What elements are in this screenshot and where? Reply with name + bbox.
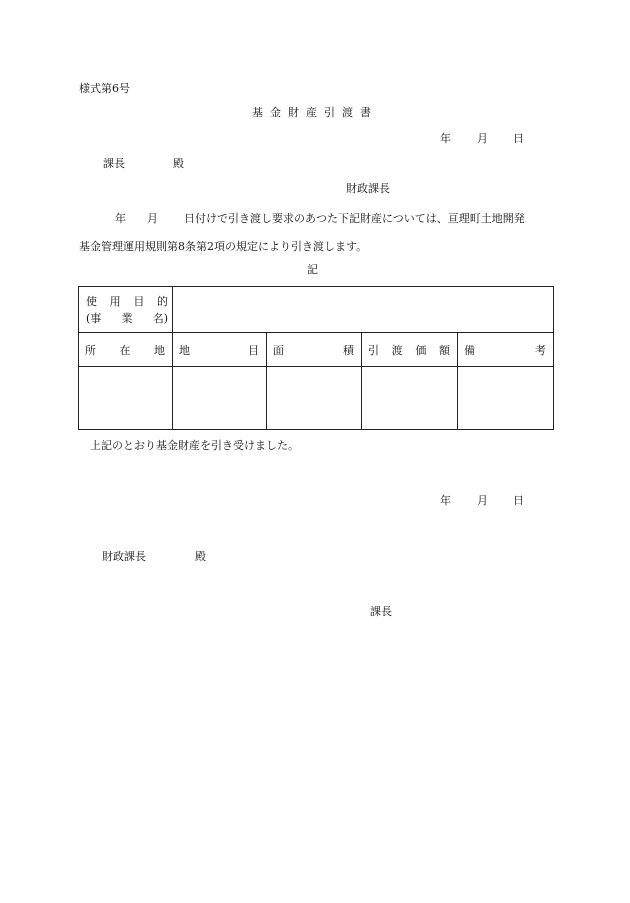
addressee-title: 課長 bbox=[103, 157, 125, 170]
header-location: 所 在 地 bbox=[79, 333, 173, 367]
sender-1: 財政課長 bbox=[346, 182, 390, 195]
ki-note-heading: 記 bbox=[307, 263, 318, 276]
header-row bbox=[79, 333, 554, 367]
header-category: 地 目 bbox=[173, 333, 267, 367]
header-area: 面 積 bbox=[267, 333, 362, 367]
document-title bbox=[0, 107, 630, 118]
body-line-2: 基金管理運用規則第8条第2項の規定により引き渡します。 bbox=[79, 240, 368, 253]
date-day: 日 bbox=[513, 494, 524, 507]
purpose-row bbox=[79, 287, 554, 333]
document-title-text: 基金財産引渡書 bbox=[252, 106, 378, 119]
date-year: 年 bbox=[440, 132, 451, 145]
header-value: 引 渡 価 額 bbox=[362, 333, 458, 367]
body-month: 月 bbox=[147, 212, 158, 225]
purpose-value-cell[interactable] bbox=[173, 287, 554, 333]
date-year: 年 bbox=[440, 494, 451, 507]
date-month: 月 bbox=[477, 132, 488, 145]
body-line-1: 日付けで引き渡し要求のあつた下記財産については、亘理町土地開発 bbox=[184, 212, 525, 225]
body-year: 年 bbox=[115, 212, 126, 225]
addressee-title: 財政課長 bbox=[102, 550, 146, 563]
purpose-label-cell bbox=[79, 287, 173, 333]
receipt-text: 上記のとおり基金財産を引き受けました。 bbox=[90, 439, 299, 452]
date-day: 日 bbox=[513, 132, 524, 145]
entry-location-cell[interactable] bbox=[79, 367, 173, 430]
entry-category-cell[interactable] bbox=[173, 367, 267, 430]
entry-value-cell[interactable] bbox=[362, 367, 458, 430]
entry-remarks-cell[interactable] bbox=[458, 367, 554, 430]
entry-row bbox=[79, 367, 554, 430]
header-remarks: 備 考 bbox=[458, 333, 554, 367]
addressee-honorific: 殿 bbox=[195, 550, 206, 563]
sender-2: 課長 bbox=[370, 605, 392, 618]
purpose-label-line-2: (事 業 名) bbox=[86, 311, 168, 325]
entry-area-cell[interactable] bbox=[267, 367, 362, 430]
form-number: 様式第6号 bbox=[79, 82, 130, 95]
date-month: 月 bbox=[477, 494, 488, 507]
purpose-label-line-1: 使 用 目 的 bbox=[86, 294, 168, 308]
transfer-table bbox=[78, 286, 554, 430]
addressee-honorific: 殿 bbox=[173, 157, 184, 170]
